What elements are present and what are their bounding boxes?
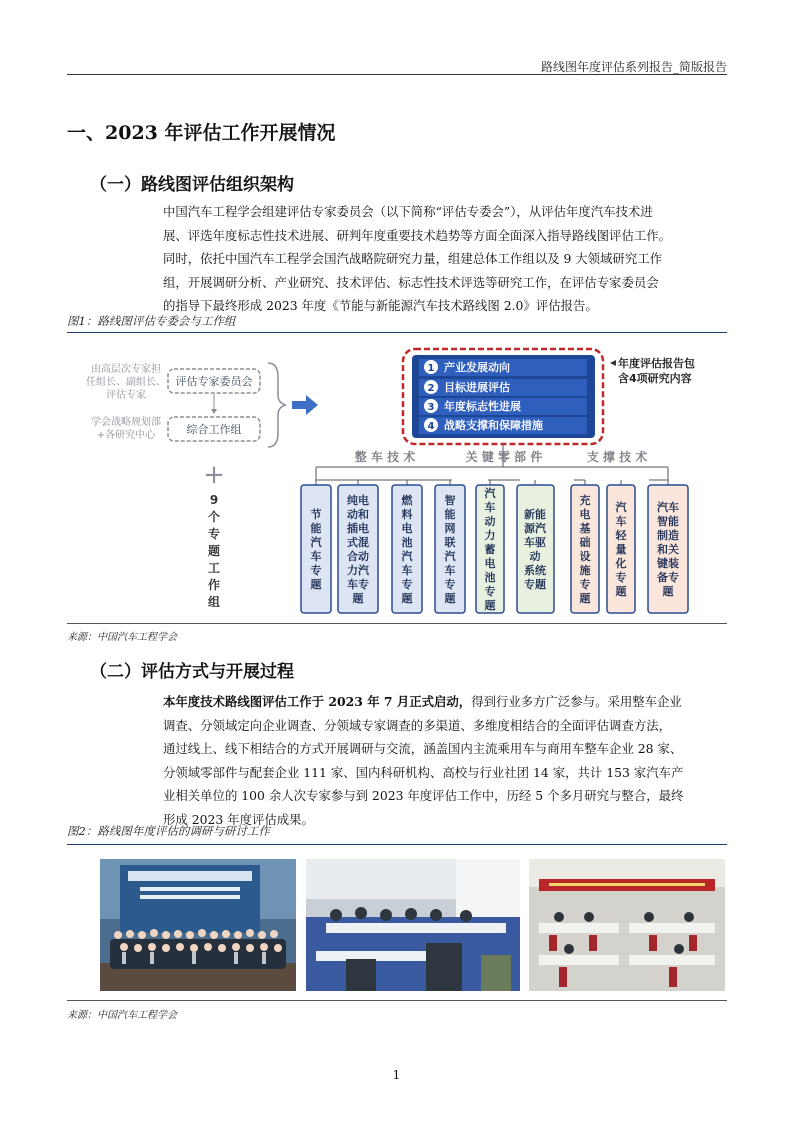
- topic-label-line: 电: [401, 522, 413, 535]
- nine-groups-char: 组: [207, 595, 221, 609]
- topic-label-line: 题: [310, 578, 322, 591]
- paragraph-line: [163, 690, 725, 714]
- committee-label: 评估专家委员会: [175, 375, 253, 388]
- topic-label-line: 设: [579, 550, 591, 563]
- topic-box: [517, 485, 554, 613]
- figure2-source: 来源：中国汽车工程学会: [67, 1010, 177, 1021]
- figure1-caption: 图1：路线图评估专委会与工作组: [67, 314, 236, 328]
- topic-label-line: 电: [579, 508, 591, 521]
- page-number: 1: [392, 1068, 401, 1082]
- paragraph-2: [163, 690, 725, 832]
- subsection-title-2: （二）评估方式与开展过程: [90, 662, 294, 682]
- topic-label-line: 联: [444, 536, 456, 549]
- paragraph-line: 分领域零部件与配套企业 111 家、国内科研机构、高校与行业社团 14 家，共计 153 家汽车产: [163, 764, 684, 780]
- topic-label-line: 专: [444, 578, 456, 591]
- nine-groups-char: 工: [207, 561, 221, 575]
- nine-groups-char: 题: [207, 544, 221, 558]
- paragraph-line: 组，开展调研分析、产业研究、技术评估、标志性技术评选等研究工作，在评估专家委员会: [163, 274, 659, 290]
- topic-label-line: 专: [615, 571, 627, 584]
- topic-label-line: 网: [444, 522, 456, 535]
- topic-box: [301, 485, 331, 613]
- topic-label-line: 题: [579, 592, 591, 605]
- topic-label-line: 池: [484, 571, 496, 584]
- content-number: 2: [427, 383, 435, 394]
- topic-label-line: 节: [310, 508, 322, 521]
- topic-label-line: 池: [401, 536, 413, 549]
- content-label: 战略支撑和保障措施: [444, 419, 543, 432]
- topic-label-line: 专: [401, 578, 413, 591]
- contents-note-line: 含4项研究内容: [618, 372, 692, 385]
- content-label: 年度标志性进展: [444, 400, 521, 413]
- topic-label-line: 燃: [401, 494, 413, 507]
- left-note2-line: +各研究中心: [96, 430, 156, 441]
- topic-label-line: 专: [579, 578, 591, 591]
- content-item: [419, 359, 587, 376]
- running-header: 路线图年度评估系列报告_简版报告: [540, 60, 727, 74]
- paragraph-line: 同时，依托中国汽车工程学会国汽战略院研究力量，组建总体工作组以及 9 大领域研究工作: [163, 251, 662, 267]
- topic-label-line: 动: [484, 515, 496, 528]
- topic-label-line: 汽: [444, 550, 456, 563]
- category-vehicle: 整 车 技 术: [354, 450, 416, 464]
- topic-label-line: 车专: [347, 578, 369, 591]
- topic-label-line: 车: [444, 564, 456, 577]
- topic-label-line: 基: [579, 522, 591, 535]
- left-note1-line: 由高层次专家担: [91, 364, 161, 375]
- figure2-bottom-rule: [67, 1000, 727, 1001]
- topic-label-line: 插电: [347, 522, 369, 535]
- paragraph-line-rest: 得到行业多方广泛参与。采用整车企业: [471, 694, 682, 709]
- topic-label-line: 专题: [524, 578, 546, 591]
- topic-label-line: 题: [615, 585, 627, 598]
- nine-groups-char: 作: [207, 578, 221, 592]
- topic-label-line: 力: [484, 529, 496, 542]
- organization-diagram: [82, 337, 727, 621]
- paragraph-line: 通过线上、线下相结合的方式开展调研与交流，涵盖国内主流乘用车与商用车整车企业 28 家、: [163, 741, 683, 757]
- paragraph-line: 中国汽车工程学会组建评估专家委员会（以下简称“评估专委会”），从评估年度汽车技术进: [163, 204, 653, 219]
- group-photo: [100, 859, 296, 991]
- figure2-top-rule: [67, 844, 727, 845]
- topic-label-line: 车: [310, 550, 322, 563]
- topic-label-line: 能: [310, 522, 322, 535]
- left-note1-line: 任组长、副组长、: [86, 377, 166, 388]
- topic-label-line: 电: [484, 557, 496, 570]
- topic-label-line: 题: [484, 599, 496, 612]
- topic-label-line: 系统: [524, 564, 546, 577]
- paragraph-line: 展、评选年度标志性技术进展、研判年度重要技术趋势等方面全面深入指导路线图评估工作。: [163, 227, 672, 243]
- topic-label-line: 制造: [657, 529, 679, 542]
- topic-label-line: 车驱: [524, 536, 546, 549]
- topic-label-line: 量: [615, 543, 627, 556]
- paragraph-line: 业相关单位的 100 余人次专家参与到 2023 年度评估工作中，历经 5 个多月研究与整合，最终: [163, 788, 684, 804]
- topic-label-line: 汽车: [657, 501, 679, 514]
- topic-label-line: 轻: [615, 529, 627, 542]
- topic-label-line: 础: [579, 536, 591, 549]
- content-label: 目标进展评估: [444, 381, 510, 394]
- topic-label-line: 题: [662, 585, 674, 598]
- brace-icon: [268, 363, 286, 447]
- content-number: 3: [427, 402, 435, 413]
- content-item: [419, 417, 587, 434]
- topic-label-line: 充: [579, 494, 591, 507]
- topic-label-line: 汽: [401, 550, 413, 563]
- pointer-icon: [610, 360, 616, 366]
- topic-label-line: 力汽: [347, 564, 369, 577]
- topic-label-line: 智能: [657, 515, 679, 528]
- content-item: [419, 379, 587, 396]
- nine-groups-char: 9: [209, 493, 219, 507]
- topic-label-line: 源汽: [524, 522, 546, 535]
- topic-label-line: 汽: [484, 487, 496, 500]
- subsection-title-1: （一）路线图评估组织架构: [90, 175, 294, 195]
- section-title: 一、2023 年评估工作开展情况: [67, 122, 336, 144]
- figure1-top-rule: [67, 332, 727, 333]
- nine-groups-char: 专: [207, 527, 221, 541]
- meeting-photo: [306, 859, 520, 991]
- contents-note-line: 年度评估报告包: [618, 357, 695, 370]
- nine-groups-label: [208, 493, 220, 609]
- category-components: 关 键 零 部 件: [465, 450, 543, 464]
- paragraph-line: 调查、分领域定向企业调查、分领域专家调查的多渠道、多维度相结合的全面评估调查方法，: [163, 717, 672, 733]
- topic-label-line: 专: [310, 564, 322, 577]
- paragraph-line: 形成 2023 年度评估成果。: [163, 811, 314, 827]
- topic-label-line: 和关: [657, 543, 679, 556]
- content-number: 1: [427, 363, 435, 374]
- right-arrow-icon: [292, 395, 318, 415]
- topic-label-line: 汽: [615, 501, 627, 514]
- header-rule: [67, 74, 727, 75]
- topic-label-line: 蓄: [484, 543, 496, 556]
- topic-label-line: 施: [579, 564, 591, 577]
- topic-label-line: 汽: [310, 536, 322, 549]
- topic-label-line: 题: [444, 592, 456, 605]
- topic-label-line: 车: [484, 501, 496, 514]
- topic-label-line: 备专: [657, 571, 679, 584]
- topic-label-line: 式混: [347, 536, 369, 549]
- topic-label-line: 车: [615, 515, 627, 528]
- topic-label-line: 动: [529, 550, 541, 563]
- topic-label-line: 合动: [347, 550, 369, 563]
- content-number: 4: [427, 421, 435, 432]
- content-label: 产业发展动向: [444, 361, 510, 374]
- workshop-photo: [529, 859, 725, 991]
- category-support: 支 撑 技 术: [586, 450, 648, 464]
- topic-label-line: 车: [401, 564, 413, 577]
- plus-icon: +: [203, 460, 225, 490]
- topic-label-line: 键装: [657, 557, 679, 570]
- topic-label-line: 化: [615, 557, 627, 570]
- left-note2-line: 学会战略规划部: [91, 417, 161, 428]
- bold-lead: 本年度技术路线图评估工作于 2023 年 7 月正式启动，: [163, 694, 472, 709]
- topic-label-line: 题: [401, 592, 413, 605]
- paragraph-1: [163, 200, 725, 318]
- figure1-source: 来源：中国汽车工程学会: [67, 632, 177, 643]
- work-group-label: 综合工作组: [186, 423, 242, 436]
- topic-label-line: 题: [352, 592, 364, 605]
- topic-label-line: 纯电: [347, 494, 369, 507]
- down-arrow-icon: [211, 409, 217, 414]
- figure2-caption: 图2：路线图年度评估的调研与研讨工作: [67, 824, 270, 838]
- topic-label-line: 能: [444, 508, 456, 521]
- paragraph-line: 的指导下最终形成 2023 年度《节能与新能源汽车技术路线图 2.0》评估报告。: [163, 298, 598, 314]
- topic-label-line: 专: [484, 585, 496, 598]
- figure1-bottom-rule: [67, 623, 727, 624]
- topic-label-line: 智: [444, 494, 456, 507]
- content-item: [419, 398, 587, 415]
- topic-label-line: 料: [401, 508, 413, 521]
- topic-label-line: 动和: [347, 508, 369, 521]
- topic-label-line: 新能: [524, 508, 546, 521]
- left-note1-line: 评估专家: [106, 390, 146, 401]
- nine-groups-char: 个: [207, 510, 221, 524]
